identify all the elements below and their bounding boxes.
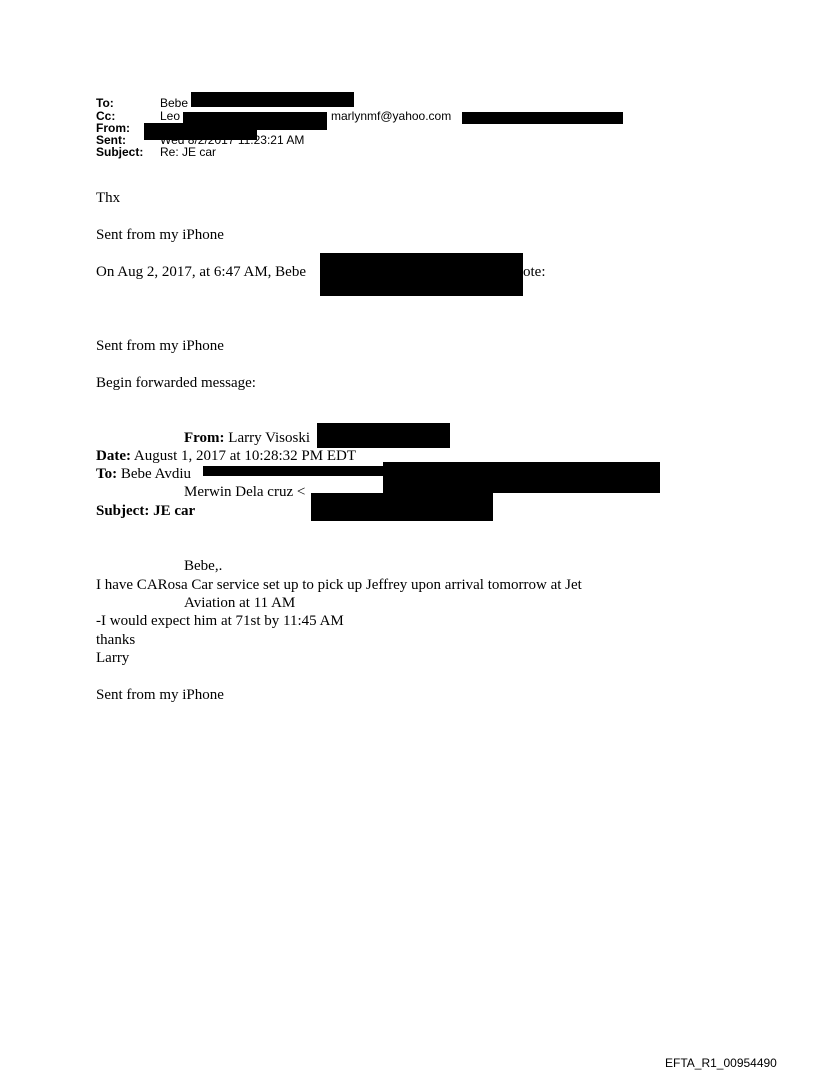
quote-intro-start: On Aug 2, 2017, at 6:47 AM, Bebe: [96, 264, 306, 280]
header-subject-row: [96, 146, 216, 158]
quote-intro-end: ote:: [523, 264, 546, 280]
reply-text: Thx: [96, 190, 121, 206]
forward-note: Begin forwarded message:: [96, 375, 256, 391]
fwd-from-value: Larry Visoski: [228, 430, 311, 446]
message-line-3: -I would expect him at 71st by 11:45 AM: [96, 613, 344, 629]
subject-label: Subject:: [96, 145, 144, 159]
cc-value-2: marlynmf@yahoo.com: [331, 109, 452, 123]
cc-label: Cc:: [96, 109, 116, 123]
redaction-fwd-to-2: [383, 462, 660, 493]
redaction-to: [191, 92, 354, 107]
cc-value-1: Leo: [160, 109, 181, 123]
to-value: Bebe: [160, 96, 189, 110]
redaction-fwd-to-1: [203, 466, 383, 476]
redaction-fwd-cc: [311, 493, 493, 521]
fwd-to-value-2: Merwin Dela cruz <: [184, 484, 306, 500]
message-signature: Sent from my iPhone: [96, 687, 224, 703]
fwd-date-label: Date:: [96, 448, 131, 464]
redaction-fwd-from: [317, 423, 450, 448]
header-to-row: [96, 97, 188, 109]
fwd-subject-label: Subject:: [96, 503, 150, 519]
document-id: EFTA_R1_00954490: [665, 1056, 777, 1070]
fwd-from-label: From:: [184, 430, 225, 446]
sent-label: Sent:: [96, 133, 126, 147]
fwd-subject-row: [96, 503, 195, 519]
signature-1: Sent from my iPhone: [96, 227, 224, 243]
message-line-1: I have CARosa Car service set up to pick up Jeffrey upon arrival tomorrow at Jet: [96, 577, 582, 593]
fwd-to-value: Bebe Avdiu: [120, 466, 192, 482]
fwd-subject-value: JE car: [153, 503, 196, 519]
sent-value: Wed 8/2/2017 11:23:21 AM: [160, 133, 305, 147]
message-line-5: Larry: [96, 650, 130, 666]
fwd-date-value: August 1, 2017 at 10:28:32 PM EDT: [133, 448, 357, 464]
subject-value: Re: JE car: [160, 145, 217, 159]
message-greeting: Bebe,.: [184, 558, 223, 574]
fwd-to-row: [96, 466, 191, 482]
to-label: To:: [96, 96, 114, 110]
fwd-date-row: [96, 448, 356, 464]
fwd-from-row: [184, 430, 310, 446]
fwd-to-label: To:: [96, 466, 118, 482]
message-line-4: thanks: [96, 632, 136, 648]
redaction-cc-2: [462, 112, 623, 124]
redaction-quote-sender: [320, 253, 523, 296]
signature-2: Sent from my iPhone: [96, 338, 224, 354]
from-label: From:: [96, 121, 130, 135]
message-line-2: Aviation at 11 AM: [184, 595, 296, 611]
